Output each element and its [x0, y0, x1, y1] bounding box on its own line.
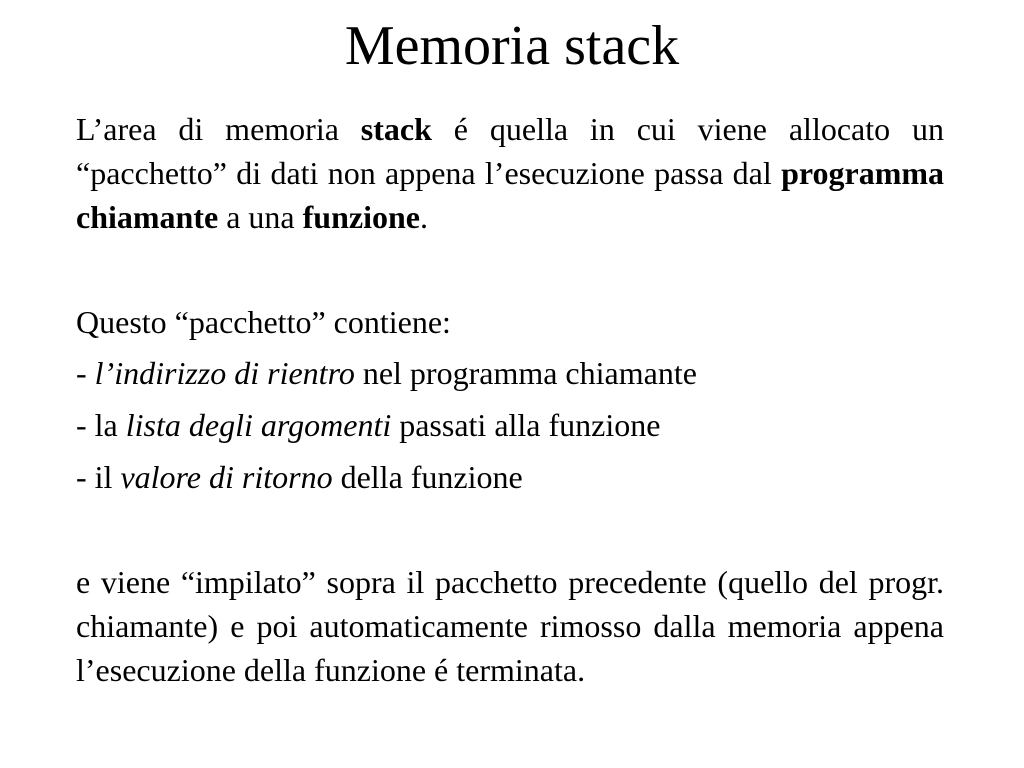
- list-item: [76, 455, 944, 499]
- contents-intro: Questo “pacchetto” contiene:: [76, 304, 451, 340]
- bullet-prefix: - la: [76, 407, 126, 443]
- intro-text-2: é quella in cui viene allocato un “pacchetto” di dati non appena l’esecuzione passa dal: [76, 111, 945, 191]
- list-item: [76, 403, 944, 447]
- intro-text-4: .: [419, 199, 428, 235]
- list-item: [76, 351, 944, 395]
- function-term: funzione: [302, 199, 420, 235]
- bullet-italic: l’indirizzo di rientro: [94, 355, 355, 391]
- bullet-prefix: - il: [76, 459, 121, 495]
- closing-paragraph: e viene “impilato” sopra il pacchetto precedente (quello del progr. chiamante) e poi automaticamente rimosso dalla memoria appena l’esecuzione della funzione é terminata.: [76, 564, 944, 688]
- bullet-suffix: nel programma chiamante: [354, 355, 697, 391]
- calling-program-term: programma chiamante: [76, 155, 944, 235]
- bullet-italic: lista degli argomenti: [125, 407, 392, 443]
- intro-text-1: L’area di memoria: [76, 111, 361, 147]
- intro-paragraph: [76, 107, 944, 239]
- bullet-suffix: passati alla funzione: [391, 407, 661, 443]
- stack-term: stack: [360, 111, 432, 147]
- bullet-prefix: -: [76, 355, 95, 391]
- bullet-suffix: della funzione: [332, 459, 523, 495]
- intro-text-3: a una: [218, 199, 303, 235]
- slide-title: Memoria stack: [344, 15, 680, 77]
- bullet-italic: valore di ritorno: [120, 459, 333, 495]
